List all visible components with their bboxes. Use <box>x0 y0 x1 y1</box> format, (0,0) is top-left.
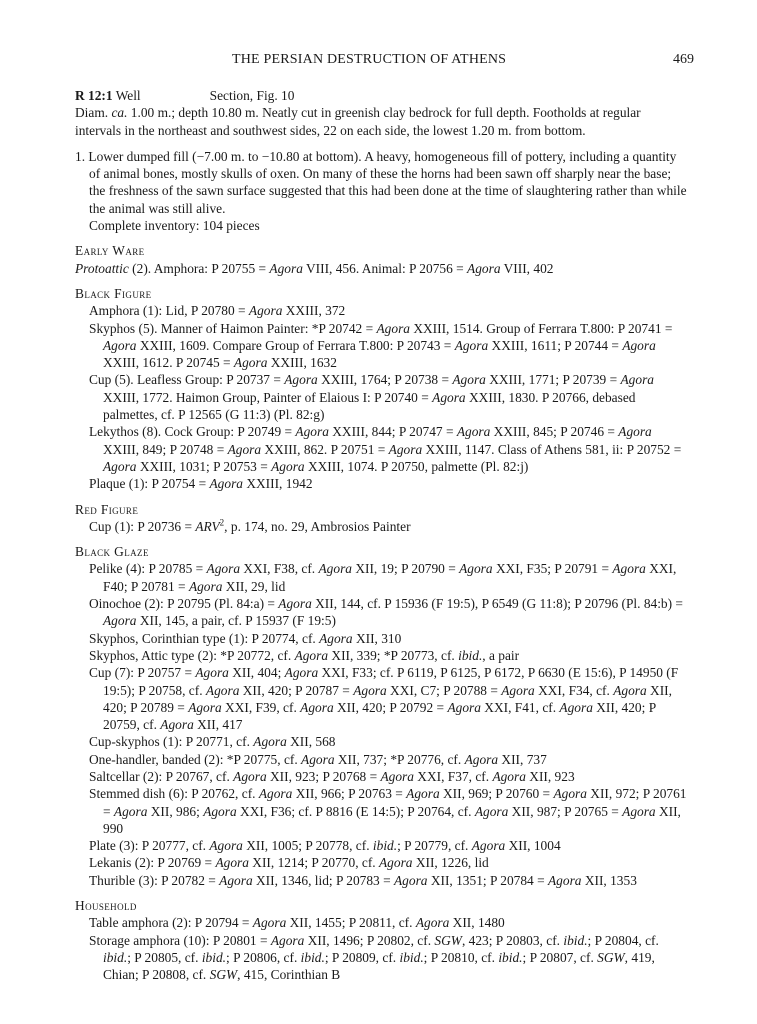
deposit-heading <box>75 87 687 104</box>
section-reference: Section, Fig. 10 <box>209 88 295 103</box>
heading-black-glaze: Black Glaze <box>75 544 149 560</box>
deposit-fill-description: 1. Lower dumped fill (−7.00 m. to −10.80 at bottom). A heavy, homogeneous fill of pottery, including a quantity of animal bones, mostly skulls of oxen. On many of these the horns had been sawn off sharply near the base; the freshness of the sawn surface suggested that this had been done at the time of slaughtering rather than while the animal was still alive. <box>75 148 687 216</box>
deposit-kind: Well <box>115 88 141 103</box>
deposit-id: R 12:1 <box>75 88 113 103</box>
entry-bg-oinochoe: Oinochoe (2): P 20795 (Pl. 84:a) = Agora XII, 144, cf. P 15936 (F 19:5), P 6549 (G 11:8); P 20796 (Pl. 84:b) = Agora XII, 145, a pair, cf. P 15937 (F 19:5) <box>89 596 683 629</box>
entry-protoattic: Protoattic (2). Amphora: P 20755 = Agora VIII, 456. Animal: P 20756 = Agora VIII, 402 <box>75 260 554 276</box>
entry-bg-plate: Plate (3): P 20777, cf. Agora XII, 1005; P 20778, cf. ibid.; P 20779, cf. Agora XII, 1004 <box>89 838 561 854</box>
entry-rf-cup: Cup (1): P $20736 = ARV^2$, p. 174, no. 29, Ambrosios Painter <box>89 517 411 534</box>
entry-bg-skyphos-corinthian: Skyphos, Corinthian type (1): P 20774, cf. Agora XII, 310 <box>89 630 402 646</box>
entry-bf-plaque: Plaque (1): P 20754 = Agora XXIII, 1942 <box>89 476 313 492</box>
entry-bf-lekythos: Lekythos (8). Cock Group: P 20749 = Agora XXIII, 844; P 20747 = Agora XXIII, 845; P 20746 = Agora XXIII, 849; P 20748 = Agora XXIII, 862. P 20751 = Agora XXIII, 1147. Class of Athens 581, ii: P 20752 = Agora XXIII, 1031; P 20753 = Agora XXIII, 1074. P 20750, palmette (Pl. 82:j) <box>89 424 682 474</box>
heading-red-figure: Red Figure <box>75 501 139 517</box>
catalogue-body <box>75 87 687 984</box>
entry-bg-thurible: Thurible (3): P 20782 = Agora XII, 1346, lid; P 20783 = Agora XII, 1351; P 20784 = Agora XII, 1353 <box>89 872 637 888</box>
entry-bg-lekanis: Lekanis (2): P 20769 = Agora XII, 1214; P 20770, cf. Agora XII, 1226, lid <box>89 855 489 871</box>
running-head-title: THE PERSIAN DESTRUCTION OF ATHENS <box>232 52 507 67</box>
entry-bf-cup: Cup (5). Leafless Group: P 20737 = Agora XXIII, 1764; P 20738 = Agora XXIII, 1771; P 20739 = Agora XXIII, 1772. Haimon Group, Painter of Elaious I: P 20740 = Agora XXIII, 1830. P 20766, debased palmettes, cf. P 12565 (G 11:3) (Pl. 82:g) <box>89 372 654 423</box>
entry-bg-cup-skyphos: Cup-skyphos (1): P 20771, cf. Agora XII, 568 <box>89 734 336 750</box>
heading-early-ware: Early Ware <box>75 243 145 259</box>
page-number: 469 <box>673 52 694 67</box>
running-head <box>0 52 757 72</box>
deposit-description: Diam. ca. 1.00 m.; depth 10.80 m. Neatly cut in greenish clay bedrock for full depth. Footholds at regular intervals in the northeast and southwest sides, 22 on each side, the lowest 1.20 m. from bottom. <box>75 105 641 138</box>
entry-hh-table-amphora: Table amphora (2): P 20794 = Agora XII, 1455; P 20811, cf. Agora XII, 1480 <box>89 915 505 931</box>
entry-hh-storage-amphora: Storage amphora (10): P 20801 = Agora XII, 1496; P 20802, cf. SGW, 423; P 20803, cf. ibid.; P 20804, cf. ibid.; P 20805, cf. ibid.; P 20806, cf. ibid.; P 20809, cf. ibid.; P 20810, cf. ibid.; P 20807, cf. SGW, 419, Chian; P 20808, cf. SGW, 415, Corinthian B <box>89 932 659 983</box>
heading-black-figure: Black Figure <box>75 285 152 301</box>
complete-inventory: Complete inventory: 104 pieces <box>89 218 260 234</box>
heading-household: Household <box>75 898 137 914</box>
entry-bg-pelike: Pelike (4): P 20785 = Agora XXI, F38, cf. Agora XII, 19; P 20790 = Agora XXI, F35; P 20791 = Agora XXI, F40; P 20781 = Agora XII, 29, lid <box>89 561 677 594</box>
entry-bg-one-handler: One-handler, banded (2): *P 20775, cf. Agora XII, 737; *P 20776, cf. Agora XII, 737 <box>89 751 547 767</box>
entry-bf-amphora: Amphora (1): Lid, P 20780 = Agora XXIII, 372 <box>89 303 346 319</box>
entry-bg-saltcellar: Saltcellar (2): P 20767, cf. Agora XII, 923; P 20768 = Agora XXI, F37, cf. Agora XII, 923 <box>89 768 575 784</box>
entry-bg-cup: Cup (7): P 20757 = Agora XII, 404; Agora XXI, F33; cf. P 6119, P 6125, P 6172, P 6630 (E 15:6), P 14950 (F 19:5); P 20758, cf. Agora XII, 420; P 20787 = Agora XXI, C7; P 20788 = Agora XXI, F34, cf. Agora XII, 420; P 20789 = Agora XXI, F39, cf. Agora XII, 420; P 20792 = Agora XXI, F41, cf. Agora XII, 420; P 20759, cf. Agora XII, 417 <box>89 665 679 733</box>
entry-bg-stemmed-dish: Stemmed dish (6): P 20762, cf. Agora XII, 966; P 20763 = Agora XII, 969; P 20760 = Agora XII, 972; P 20761 = Agora XII, 986; Agora XXI, F36; cf. P 8816 (E 14:5); P 20764, cf. Agora XII, 987; P 20765 = Agora XII, 990 <box>89 786 687 836</box>
entry-bf-skyphos: Skyphos (5). Manner of Haimon Painter: *P 20742 = Agora XXIII, 1514. Group of Ferrara T.800: P 20741 = Agora XXIII, 1609. Compare Group of Ferrara T.800: P 20743 = Agora XXIII, 1611; P 20744 = Agora XXIII, 1612. P 20745 = Agora XXIII, 1632 <box>89 320 673 371</box>
entry-bg-skyphos-attic: Skyphos, Attic type (2): *P 20772, cf. Agora XII, 339; *P 20773, cf. ibid., a pair <box>89 647 520 663</box>
